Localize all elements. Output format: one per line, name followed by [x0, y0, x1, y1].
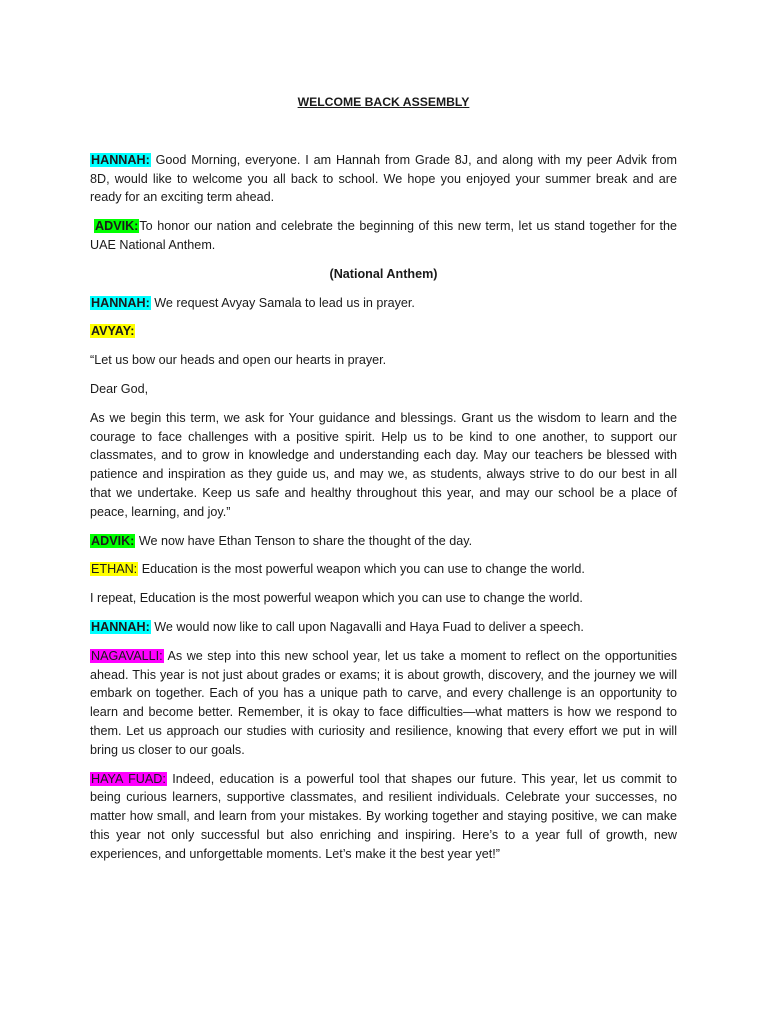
paragraph-text: Indeed, education is a powerful tool that shapes our future. This year, let us commit to being curious learners, supportive classmates, and resilient individuals. Celebrate your successes, no matter how small, and learn from your mistakes. By working together and staying positive, we can make this year not only successful but also enriching and inspiring. Here’s to a year full of growth, new experiences, and unforgettable moments. Let’s make it the best year yet!” — [90, 771, 678, 861]
speaker-label-advik: ADVIK: — [95, 219, 139, 234]
paragraph-hannah-prayer — [90, 294, 677, 313]
paragraph-haya-fuad — [90, 770, 677, 864]
speaker-label-nagavalli: NAGAVALLI: — [91, 648, 163, 663]
paragraph-hannah-speech-call — [90, 618, 677, 637]
paragraph-text: Education is the most powerful weapon which you can use to change the world. — [141, 562, 585, 577]
speaker-label-advik: ADVIK: — [91, 533, 135, 548]
paragraph-advik-thought — [90, 532, 677, 551]
national-anthem-note: (National Anthem) — [329, 266, 438, 281]
speaker-label-avyay: AVYAY: — [91, 324, 135, 339]
paragraph-text: To honor our nation and celebrate the beginning of this new term, let us stand together for the UAE National Anthem. — [90, 219, 677, 252]
paragraph-hannah-intro — [90, 151, 677, 207]
document-page — [90, 93, 677, 874]
speaker-label-haya-fuad: HAYA FUAD: — [91, 771, 166, 786]
prayer-body: As we begin this term, we ask for Your guidance and blessings. Grant us the wisdom to learn and the courage to face challenges with a positive spirit. Help us to be kind to one another, to support our classmates, and to grow in knowledge and understanding each day. May our teachers be blessed with patience and inspiration as they guide us, and may we, as students, always strive to do our best in all that we undertake. Keep us safe and healthy throughout this year, and may our school be a place of peace, learning, and joy.” — [90, 410, 677, 519]
paragraph-text: As we step into this new school year, let us take a moment to reflect on the opportunities ahead. This year is not just about grades or exams; it is about growth, discovery, and the journey we will embark on together. Each of you has a unique path to carve, and every challenge is an opportunity to learn and become better. Remember, it is okay to face difficulties—what matters is how we respond to them. Let us approach our studies with curiosity and resilience, knowing that every effort we put in will bring us closer to our goals. — [90, 648, 677, 757]
prayer-opening: “Let us bow our heads and open our hearts in prayer. — [90, 353, 387, 368]
prayer-salutation: Dear God, — [90, 381, 149, 396]
paragraph-advik-anthem — [90, 217, 677, 255]
speaker-label-hannah: HANNAH: — [91, 152, 150, 167]
speaker-label-ethan: ETHAN: — [91, 562, 138, 577]
speaker-label-hannah: HANNAH: — [91, 295, 150, 310]
document-title: WELCOME BACK ASSEMBLY — [297, 95, 470, 109]
speaker-label-hannah: HANNAH: — [91, 619, 150, 634]
paragraph-text: We now have Ethan Tenson to share the thought of the day. — [138, 533, 473, 548]
paragraph-text: We would now like to call upon Nagavalli and Haya Fuad to deliver a speech. — [154, 619, 584, 634]
paragraph-text: Good Morning, everyone. I am Hannah from Grade 8J, and along with my peer Advik from 8D, would like to welcome you all back to school. We hope you enjoyed your summer break and are ready for an exciting term ahead. — [90, 152, 678, 205]
paragraph-nagavalli — [90, 647, 677, 760]
paragraph-ethan — [90, 560, 677, 579]
paragraph-avyay — [90, 322, 677, 341]
paragraph-repeat-quote: I repeat, Education is the most powerful weapon which you can use to change the world. — [90, 591, 583, 606]
paragraph-text: We request Avyay Samala to lead us in prayer. — [154, 295, 415, 310]
